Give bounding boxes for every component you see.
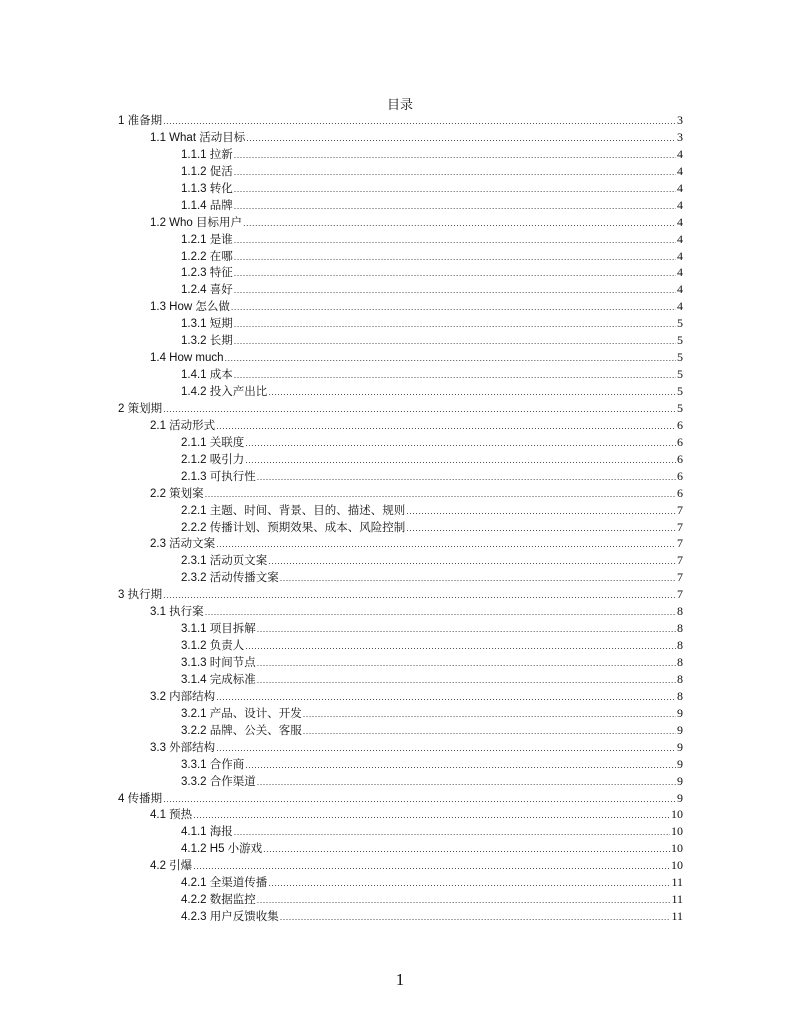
dot-leader [263,841,670,858]
toc-entry-label: 3.3 外部结构 [150,741,216,754]
toc-entry-label: 1.1.1 拉新 [181,148,233,161]
dot-leader [234,164,676,181]
dot-leader [246,130,676,147]
toc-entry[interactable] [118,637,683,654]
toc-entry-label: 4.1.1 海报 [181,826,233,839]
toc-entry-page: 4 [677,163,683,178]
dot-leader [231,299,676,316]
toc-entry-page: 9 [677,705,683,720]
table-of-contents [118,112,683,925]
dot-leader [245,435,676,452]
toc-entry[interactable] [118,502,683,519]
toc-entry[interactable] [118,569,683,586]
toc-entry-page: 8 [677,604,683,619]
toc-entry[interactable] [118,214,683,231]
toc-entry-page: 3 [677,129,683,144]
toc-entry-page: 4 [677,265,683,280]
dot-leader [205,604,676,621]
toc-entry[interactable] [118,722,683,739]
toc-entry[interactable] [118,332,683,349]
toc-entry-page: 6 [677,434,683,449]
toc-entry-label: 1.4 How much [150,352,224,365]
toc-entry[interactable] [118,874,683,891]
toc-entry-page: 5 [677,333,683,348]
toc-entry[interactable] [118,586,683,603]
toc-entry-page: 7 [677,502,683,517]
toc-entry-label: 4.2 引爆 [150,860,193,873]
dot-leader [257,672,676,689]
dot-leader [268,875,670,892]
toc-entry-label: 1.1.2 促活 [181,165,233,178]
dot-leader [243,215,676,232]
toc-entry-label: 1.1.3 转化 [181,182,233,195]
dot-leader [303,723,676,740]
toc-entry-label: 1.2.2 在哪 [181,250,233,263]
toc-entry[interactable] [118,535,683,552]
toc-entry-page: 7 [677,519,683,534]
toc-entry[interactable] [118,349,683,366]
toc-entry-label: 2.3 活动文案 [150,538,216,551]
toc-entry-page: 6 [677,417,683,432]
dot-leader [280,909,671,926]
dot-leader [193,858,670,875]
dot-leader [234,316,676,333]
toc-entry-label: 4.1 预热 [150,809,193,822]
toc-entry-label: 2 策划期 [118,402,163,415]
dot-leader [163,113,676,130]
dot-leader [234,333,676,350]
toc-entry-page: 5 [677,367,683,382]
toc-entry[interactable] [118,654,683,671]
dot-leader [268,553,676,570]
toc-entry-label: 2.2 策划案 [150,487,204,500]
toc-entry[interactable] [118,840,683,857]
toc-entry-label: 4.2.2 数据监控 [181,894,256,907]
toc-entry[interactable] [118,366,683,383]
toc-entry-label: 1.4.1 成本 [181,369,233,382]
toc-entry-label: 1.2.4 喜好 [181,284,233,297]
toc-entry-page: 9 [677,722,683,737]
toc-entry[interactable] [118,688,683,705]
toc-entry-page: 7 [677,553,683,568]
toc-entry-page: 4 [677,146,683,161]
dot-leader [234,249,676,266]
toc-entry-label: 1.3.1 短期 [181,318,233,331]
toc-entry-label: 1.2 Who 目标用户 [150,216,243,229]
toc-entry-page: 4 [677,180,683,195]
toc-entry-page: 6 [677,485,683,500]
toc-entry-page: 9 [677,756,683,771]
dot-leader [257,621,676,638]
toc-entry-page: 8 [677,688,683,703]
toc-entry-page: 5 [677,316,683,331]
toc-entry-page: 5 [677,350,683,365]
toc-entry[interactable] [118,129,683,146]
toc-entry-label: 1.1.4 品牌 [181,199,233,212]
toc-entry[interactable] [118,857,683,874]
toc-entry[interactable] [118,163,683,180]
dot-leader [406,520,676,537]
toc-entry[interactable] [118,231,683,248]
toc-entry-label: 3.1.2 负责人 [181,640,245,653]
toc-entry-label: 1.3 How 怎么做 [150,301,230,314]
toc-entry-label: 3.3.2 合作渠道 [181,775,256,788]
dot-leader [163,791,676,808]
toc-entry-label: 1.4.2 投入产出比 [181,386,268,398]
toc-entry-page: 5 [677,384,683,398]
dot-leader [234,232,676,249]
toc-entry-page: 4 [677,197,683,212]
toc-entry[interactable] [118,739,683,756]
toc-entry[interactable] [118,248,683,265]
toc-entry-label: 1.2.3 特征 [181,267,233,280]
toc-entry-label: 3.2.1 产品、设计、开发 [181,707,302,720]
dot-leader [163,401,676,418]
toc-title: 目录 [386,97,413,112]
dot-leader [216,418,676,435]
dot-leader [406,503,676,520]
toc-entry-label: 3.2 内部结构 [150,690,216,703]
toc-entry-page: 9 [677,739,683,754]
toc-entry-page: 7 [677,570,683,585]
toc-entry-page: 9 [677,773,683,788]
toc-entry-page: 6 [677,451,683,466]
toc-entry-label: 2.3.2 活动传播文案 [181,572,279,585]
toc-entry[interactable] [118,705,683,722]
toc-entry-label: 1 准备期 [118,115,163,127]
toc-entry-page: 10 [671,858,683,873]
toc-entry-page: 11 [671,909,683,924]
toc-entry[interactable] [118,756,683,773]
toc-entry-label: 3.1.3 时间节点 [181,657,256,669]
dot-leader [225,350,676,367]
toc-entry-page: 6 [677,468,683,483]
dot-leader [257,469,676,486]
toc-entry-label: 3 执行期 [118,589,163,602]
toc-entry-page: 8 [677,671,683,686]
toc-entry[interactable] [118,146,683,163]
dot-leader [257,655,676,672]
toc-entry-label: 3.1.1 项目拆解 [181,623,256,636]
toc-entry[interactable] [118,552,683,569]
dot-leader [303,706,676,723]
toc-entry[interactable] [118,281,683,298]
toc-entry[interactable] [118,620,683,637]
toc-entry-label: 4 传播期 [118,792,163,805]
toc-entry[interactable] [118,298,683,315]
toc-entry[interactable] [118,485,683,502]
toc-entry-page: 8 [677,655,683,669]
dot-leader [234,147,676,164]
toc-entry[interactable] [118,264,683,281]
toc-entry[interactable] [118,434,683,451]
toc-entry-label: 1.2.1 是谁 [181,233,233,246]
dot-leader [193,807,670,824]
dot-leader [234,265,676,282]
toc-entry[interactable] [118,417,683,434]
toc-entry-page: 8 [677,638,683,653]
toc-entry-label: 2.1.1 关联度 [181,436,245,449]
toc-entry-label: 3.1 执行案 [150,606,204,619]
toc-entry-page: 10 [671,841,683,856]
dot-leader [245,757,676,774]
toc-entry[interactable] [118,468,683,485]
toc-entry-label: 2.3.1 活动页文案 [181,555,268,568]
toc-entry-label: 1.3.2 长期 [181,335,233,348]
toc-entry-label: 2.1.2 吸引力 [181,453,245,466]
toc-entry[interactable] [118,908,683,925]
toc-entry[interactable] [118,112,683,129]
toc-entry-page: 4 [677,214,683,229]
toc-entry-page: 4 [677,248,683,263]
toc-entry-page: 11 [671,875,683,890]
page-number: 1 [395,970,405,989]
dot-leader [163,587,676,604]
toc-entry-label: 4.2.1 全渠道传播 [181,877,268,890]
dot-leader [234,198,676,215]
toc-entry-page: 4 [677,282,683,297]
toc-entry-label: 4.1.2 H5 小游戏 [181,843,263,856]
toc-entry-page: 11 [671,892,683,907]
toc-entry[interactable] [118,823,683,840]
toc-entry[interactable] [118,197,683,214]
toc-entry-page: 7 [677,536,683,551]
toc-entry-label: 2.1.3 可执行性 [181,470,256,483]
toc-entry-label: 3.2.2 品牌、公关、客服 [181,724,302,737]
dot-leader [216,740,676,757]
toc-entry-label: 2.2.2 传播计划、预期效果、成本、风险控制 [181,521,406,534]
toc-entry[interactable] [118,603,683,620]
toc-entry-page: 4 [677,299,683,314]
dot-leader [268,384,676,401]
toc-entry[interactable] [118,400,683,417]
toc-entry-page: 5 [677,400,683,415]
toc-entry[interactable] [118,519,683,536]
dot-leader [234,824,670,841]
dot-leader [216,536,676,553]
dot-leader [234,181,676,198]
toc-entry[interactable] [118,790,683,807]
toc-entry[interactable] [118,383,683,400]
toc-entry[interactable] [118,671,683,688]
dot-leader [280,570,676,587]
toc-entry-label: 3.3.1 合作商 [181,758,245,771]
toc-entry-label: 2.2.1 主题、时间、背景、目的、描述、规则 [181,504,406,517]
toc-entry[interactable] [118,315,683,332]
dot-leader [216,689,676,706]
dot-leader [245,638,676,655]
toc-entry[interactable] [118,773,683,790]
dot-leader [245,452,676,469]
toc-entry-page: 10 [671,824,683,839]
toc-entry-label: 2.1 活动形式 [150,419,216,432]
toc-entry-label: 3.1.4 完成标准 [181,673,256,686]
toc-entry[interactable] [118,451,683,468]
dot-leader [257,892,671,909]
toc-entry[interactable] [118,180,683,197]
dot-leader [234,282,676,299]
dot-leader [234,367,676,384]
toc-entry-page: 4 [677,231,683,246]
toc-entry-page: 8 [677,621,683,636]
toc-entry-page: 7 [677,587,683,602]
toc-entry-label: 1.1 What 活动目标 [150,131,246,144]
dot-leader [257,774,676,791]
toc-entry[interactable] [118,806,683,823]
toc-entry[interactable] [118,891,683,908]
toc-entry-page: 3 [677,113,683,127]
toc-entry-page: 10 [671,807,683,822]
toc-entry-page: 9 [677,790,683,805]
toc-entry-label: 4.2.3 用户反馈收集 [181,911,279,924]
dot-leader [205,486,676,503]
